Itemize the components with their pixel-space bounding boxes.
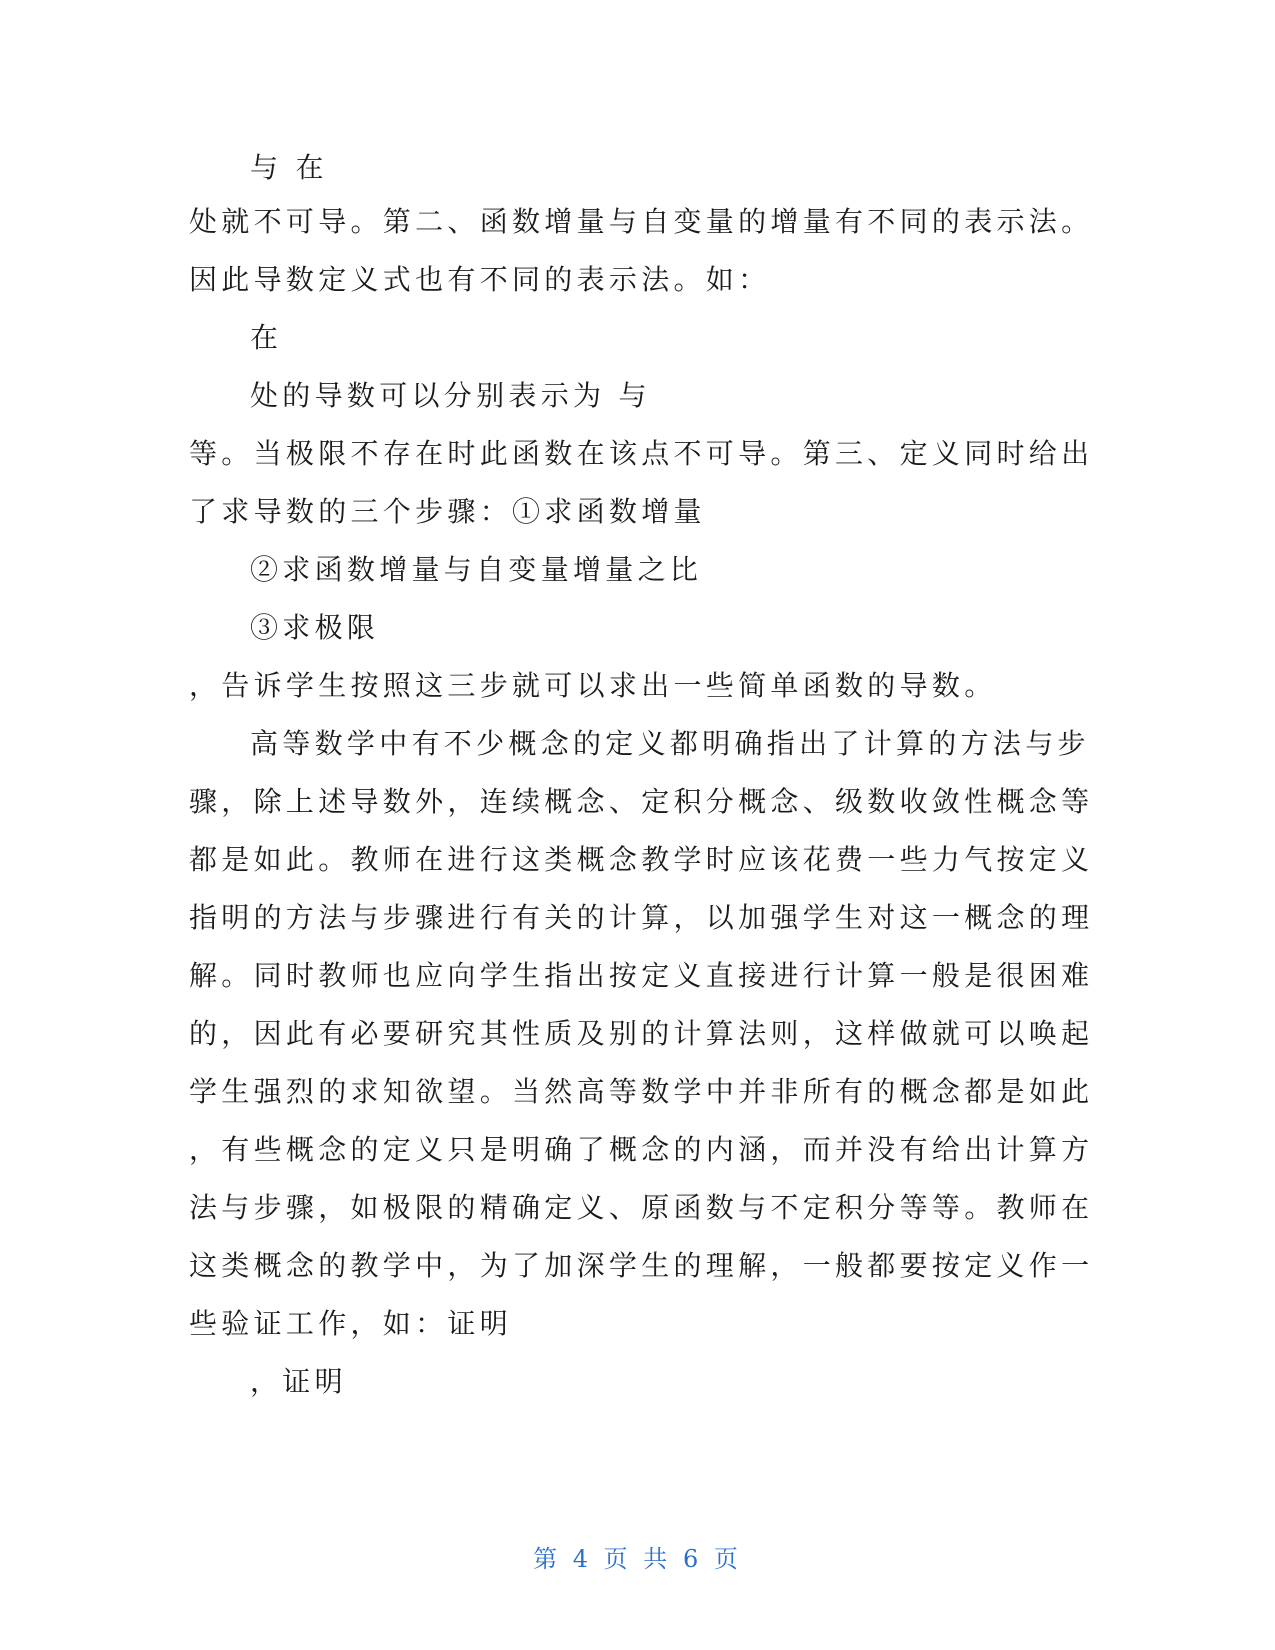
text-line: 都是如此。教师在进行这类概念教学时应该花费一些力气按定义 <box>189 843 1094 876</box>
text-line: 因此导数定义式也有不同的表示法。如： <box>189 263 771 296</box>
text-line: 处的导数可以分别表示为 与 <box>250 379 651 412</box>
text-line: 在 <box>250 321 283 354</box>
text-line: ③求极限 <box>250 611 380 644</box>
text-line: ②求函数增量与自变量增量之比 <box>250 553 703 586</box>
text-line: 指明的方法与步骤进行有关的计算，以加强学生对这一概念的理 <box>189 901 1094 934</box>
paragraph-first-line: 高等数学中有不少概念的定义都明确指出了计算的方法与步 <box>250 727 1090 760</box>
text-line: ，证明 <box>250 1365 347 1398</box>
text-line: 解。同时教师也应向学生指出按定义直接进行计算一般是很困难 <box>189 959 1094 992</box>
text-line: 了求导数的三个步骤：①求函数增量 <box>189 495 706 528</box>
text-line: 法与步骤，如极限的精确定义、原函数与不定积分等等。教师在 <box>189 1191 1094 1224</box>
page-number-footer: 第 4 页 共 6 页 <box>533 1545 742 1573</box>
text-line: 这类概念的教学中，为了加深学生的理解，一般都要按定义作一 <box>189 1249 1094 1282</box>
text-line: 的，因此有必要研究其性质及别的计算法则，这样做就可以唤起 <box>189 1017 1094 1050</box>
text-line: ，告诉学生按照这三步就可以求出一些简单函数的导数。 <box>189 669 997 702</box>
text-line: 些验证工作，如：证明 <box>189 1307 513 1340</box>
text-line: 学生强烈的求知欲望。当然高等数学中并非所有的概念都是如此 <box>189 1075 1094 1108</box>
text-line: 等。当极限不存在时此函数在该点不可导。第三、定义同时给出 <box>189 437 1094 470</box>
text-line: ，有些概念的定义只是明确了概念的内涵，而并没有给出计算方 <box>189 1133 1094 1166</box>
text-line: 与 在 <box>250 151 328 184</box>
text-line: 处就不可导。第二、函数增量与自变量的增量有不同的表示法。 <box>189 205 1094 238</box>
text-line: 骤，除上述导数外，连续概念、定积分概念、级数收敛性概念等 <box>189 785 1094 818</box>
